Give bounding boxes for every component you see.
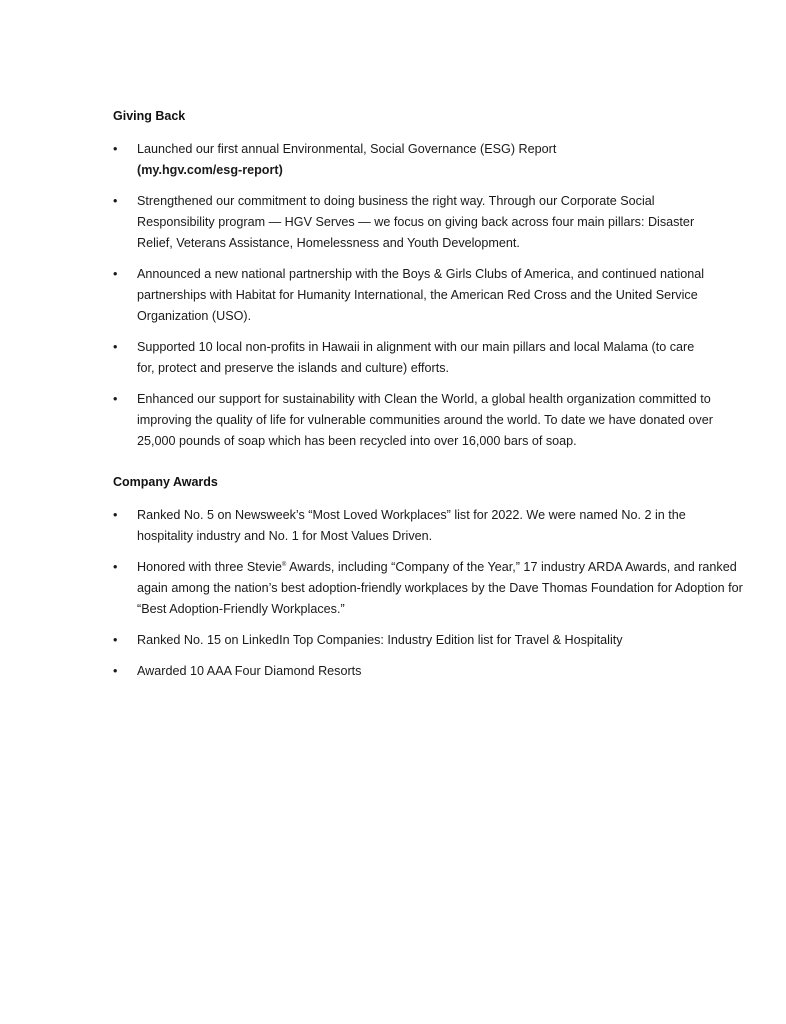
list-item-text: Ranked No. 15 on LinkedIn Top Companies: Industry Edition list for Travel & Hospitality: [137, 633, 623, 647]
list-item-text: Supported 10 local non-profits in Hawaii in alignment with our main pillars and local Malama (to care for, protect and preserve the islands and culture) efforts.: [137, 340, 695, 375]
bullet-icon: •: [113, 633, 118, 647]
giving-back-list: [113, 139, 723, 452]
list-item: [113, 389, 747, 452]
bullet-icon: •: [113, 142, 118, 156]
list-item-text: Awarded 10 AAA Four Diamond Resorts: [137, 664, 362, 678]
esg-report-link[interactable]: (my.hgv.com/esg-report): [137, 163, 283, 177]
bullet-icon: •: [113, 560, 118, 574]
list-item: [113, 630, 747, 651]
company-awards-section: [113, 473, 743, 682]
bullet-icon: •: [113, 267, 118, 281]
list-item: [113, 337, 712, 379]
list-item-text: Enhanced our support for sustainability with Clean the World, a global health organization committed to improving the quality of life for vulnerable communities around the world. To date we have donated over 25,000 pounds of soap which has been recycled into over 16,000 bars of soap.: [137, 392, 713, 448]
list-item: [113, 505, 717, 547]
bullet-icon: •: [113, 340, 118, 354]
giving-back-section: [113, 107, 723, 452]
company-awards-list: [113, 505, 743, 682]
list-item-text: Strengthened our commitment to doing business the right way. Through our Corporate Social Responsibility program — HGV Serves — we focus on giving back across four main pillars: Disaster Relief, Veterans Assistance, Homelessness and Youth Development.: [137, 194, 695, 250]
bullet-icon: •: [113, 508, 118, 522]
bullet-icon: •: [113, 194, 118, 208]
list-item: [113, 191, 719, 254]
giving-back-heading: Giving Back: [113, 109, 186, 123]
list-item-text: Announced a new national partnership with the Boys & Girls Clubs of America, and continued national partnerships with Habitat for Humanity International, the American Red Cross and the United Service Organization (USO).: [137, 267, 705, 323]
bullet-icon: •: [113, 392, 118, 406]
list-item-text: Awards, including “Company of the Year,” 17 industry ARDA Awards, and ranked again among the nation’s best adoption-friendly workplaces by the Dave Thomas Foundation for Adoption for “Best Adoption-Friendly Workplaces.”: [137, 560, 743, 616]
company-awards-heading: Company Awards: [113, 475, 218, 489]
list-item-text: Honored with three Stevie: [137, 560, 282, 574]
bullet-icon: •: [113, 664, 118, 678]
list-item: [113, 264, 747, 327]
page-content: [113, 107, 743, 692]
list-item: [113, 557, 747, 620]
registered-mark: ®: [281, 562, 287, 568]
list-item-text: Ranked No. 5 on Newsweek’s “Most Loved Workplaces” list for 2022. We were named No. 2 in the hospitality industry and No. 1 for Most Values Driven.: [137, 508, 686, 543]
list-item-text: Launched our first annual Environmental, Social Governance (ESG) Report: [137, 142, 557, 156]
list-item: [113, 661, 723, 682]
list-item: [113, 139, 723, 181]
